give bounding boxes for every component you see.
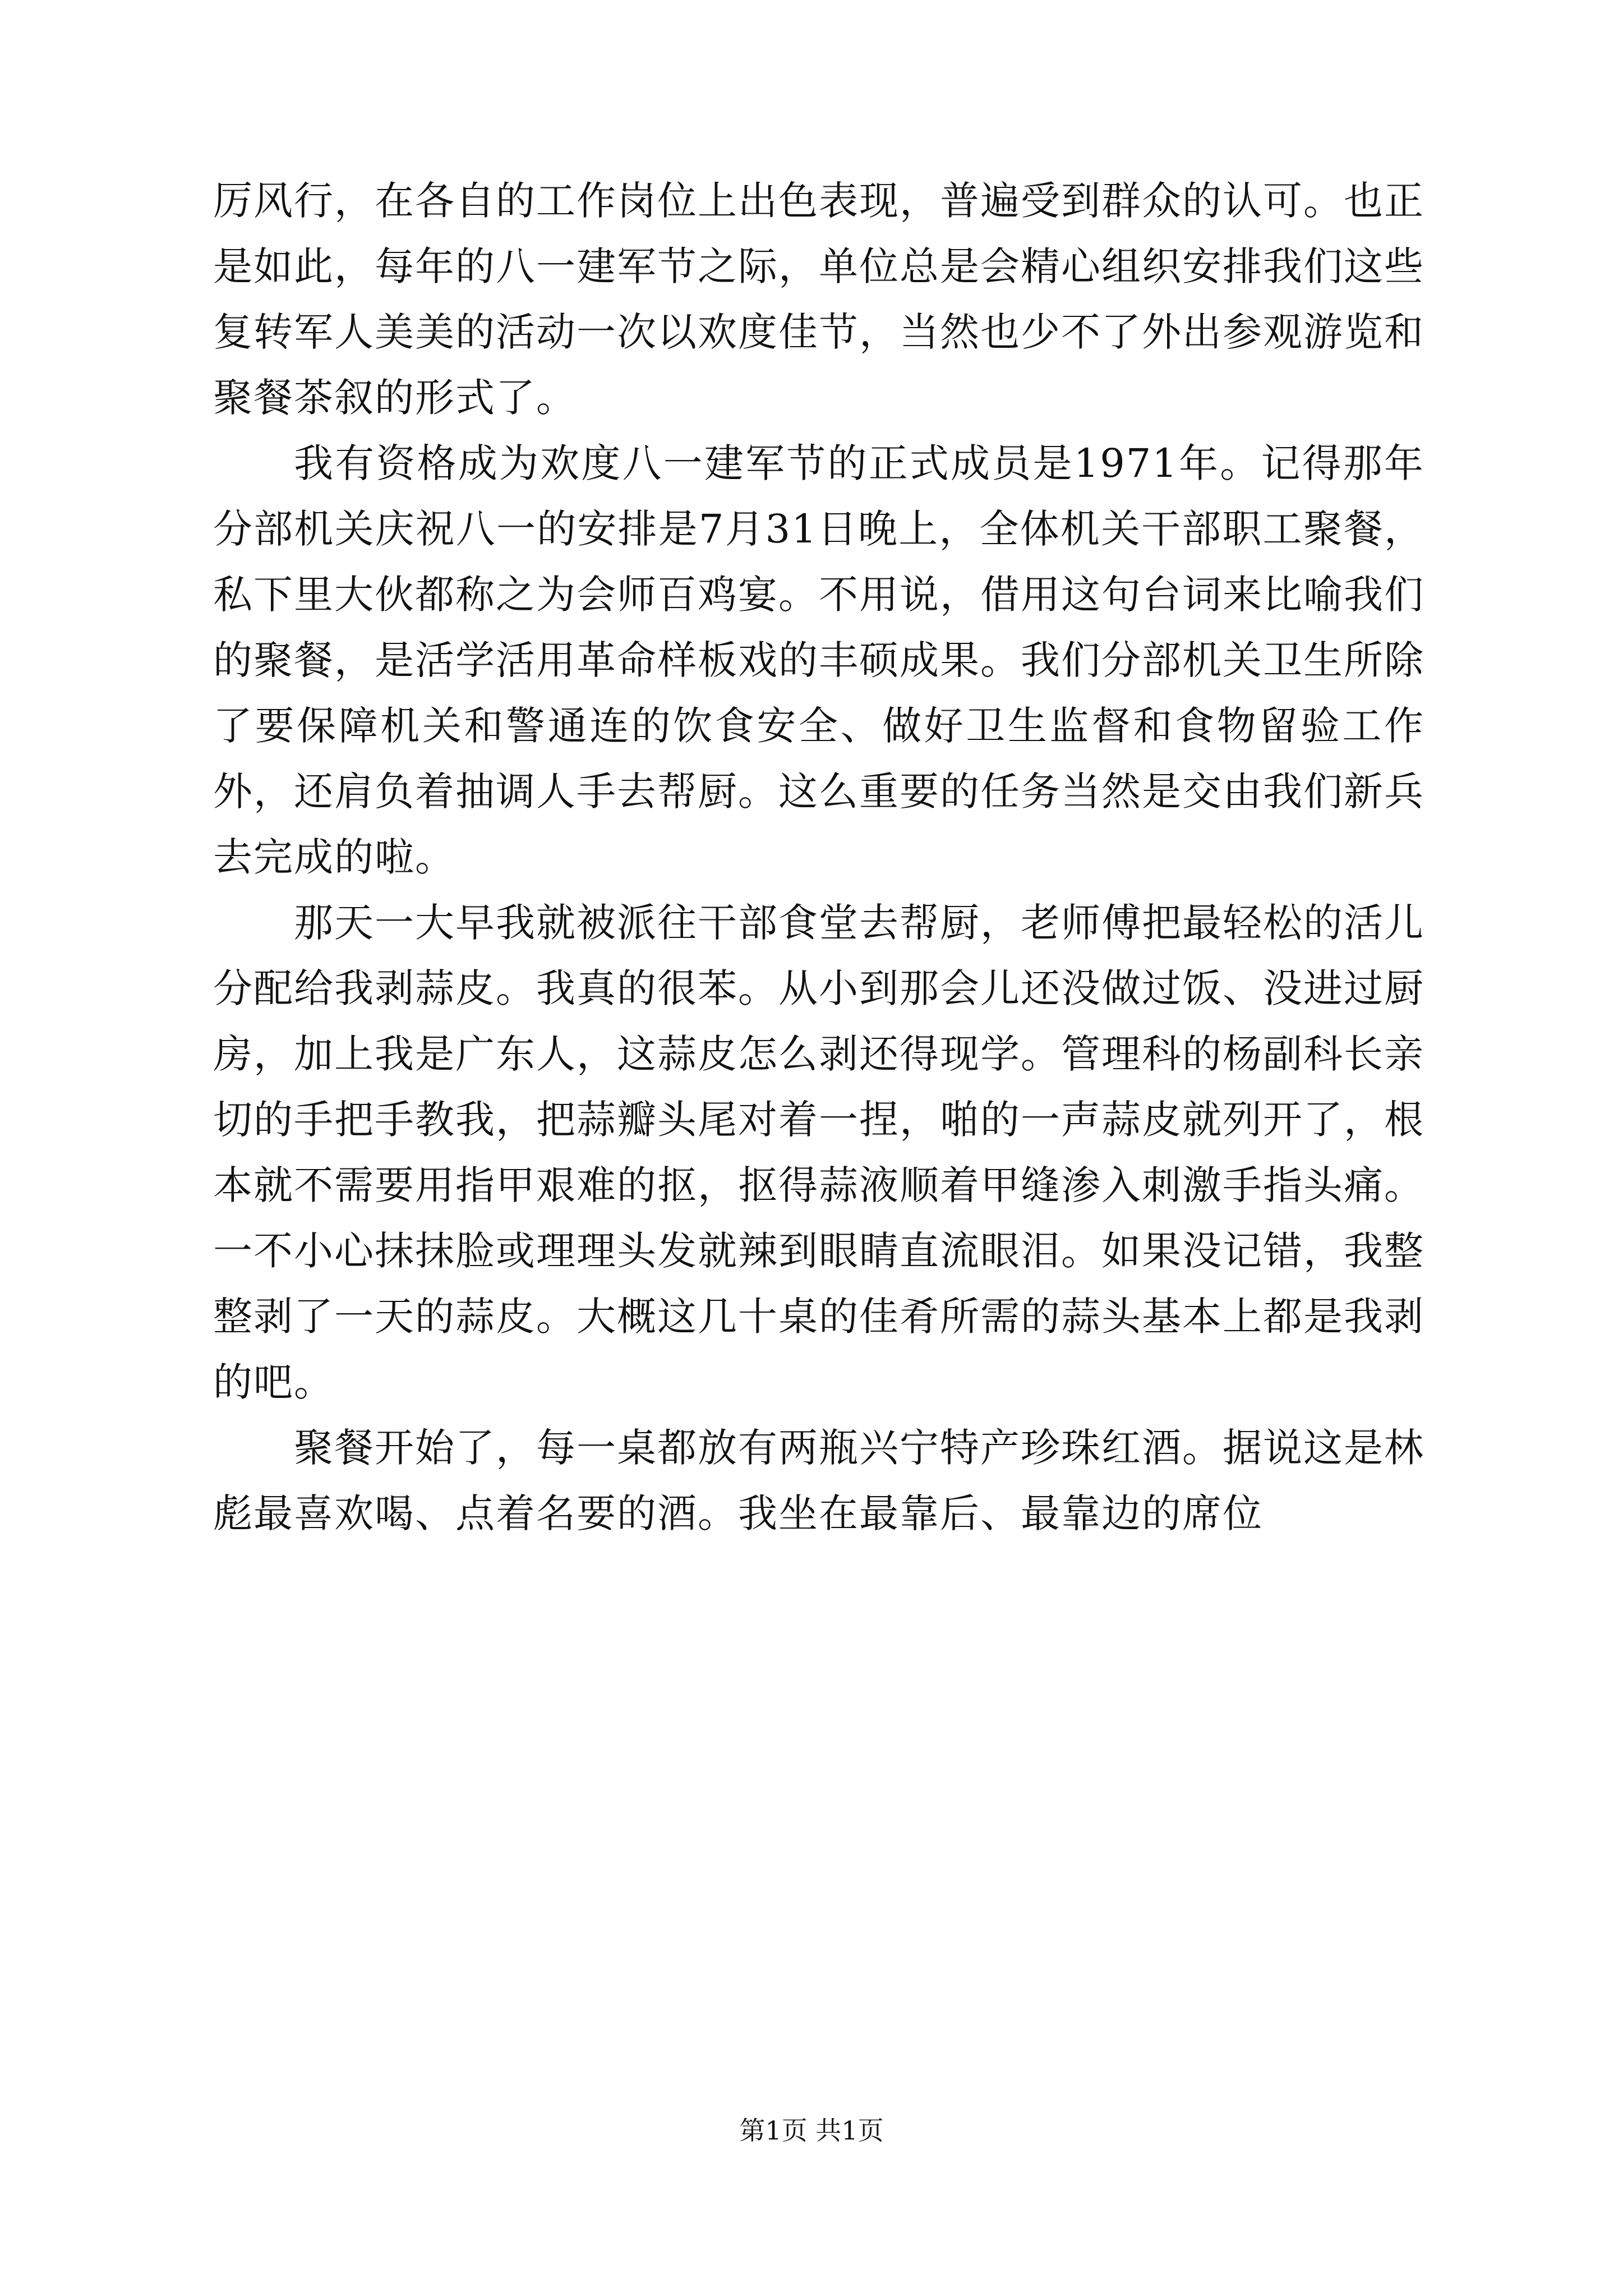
document-body (213, 168, 1424, 1547)
paragraph-1: 厉风行，在各自的工作岗位上出色表现，普遍受到群众的认可。也正是如此，每年的八一建军节之际，单位总是会精心组织安排我们这些复转军人美美的活动一次以欢度佳节，当然也少不了外出参观游览和聚餐茶叙的形式了。 (213, 178, 1424, 421)
page-footer: 第1页 共1页 (739, 2115, 884, 2146)
paragraph-3: 那天一大早我就被派往干部食堂去帮厨，老师傅把最轻松的活儿分配给我剥蒜皮。我真的很苯。从小到那会儿还没做过饭、没进过厨房，加上我是广东人，这蒜皮怎么剥还得现学。管理科的杨副科长亲切的手把手教我，把蒜瓣头尾对着一捏，啪的一声蒜皮就列开了，根本就不需要用指甲艰难的抠，抠得蒜液顺着甲缝渗入刺激手指头痛。一不小心抹抹脸或理理头发就辣到眼睛直流眼泪。如果没记错，我整整剥了一天的蒜皮。大概这几十桌的佳肴所需的蒜头基本上都是我剥的吧。 (213, 900, 1424, 1405)
paragraph-4: 聚餐开始了，每一桌都放有两瓶兴宁特产珍珠红酒。据说这是林彪最喜欢喝、点着名要的酒。我坐在最靠后、最靠边的席位 (213, 1425, 1424, 1536)
paragraph-2: 我有资格成为欢度八一建军节的正式成员是1971年。记得那年分部机关庆祝八一的安排是7月31日晚上，全体机关干部职工聚餐，私下里大伙都称之为会师百鸡宴。不用说，借用这句台词来比喻我们的聚餐，是活学活用革命样板戏的丰硕成果。我们分部机关卫生所除了要保障机关和警通连的饮食安全、做好卫生监督和食物留验工作外，还肩负着抽调人手去帮厨。这么重要的任务当然是交由我们新兵去完成的啦。 (213, 440, 1424, 880)
